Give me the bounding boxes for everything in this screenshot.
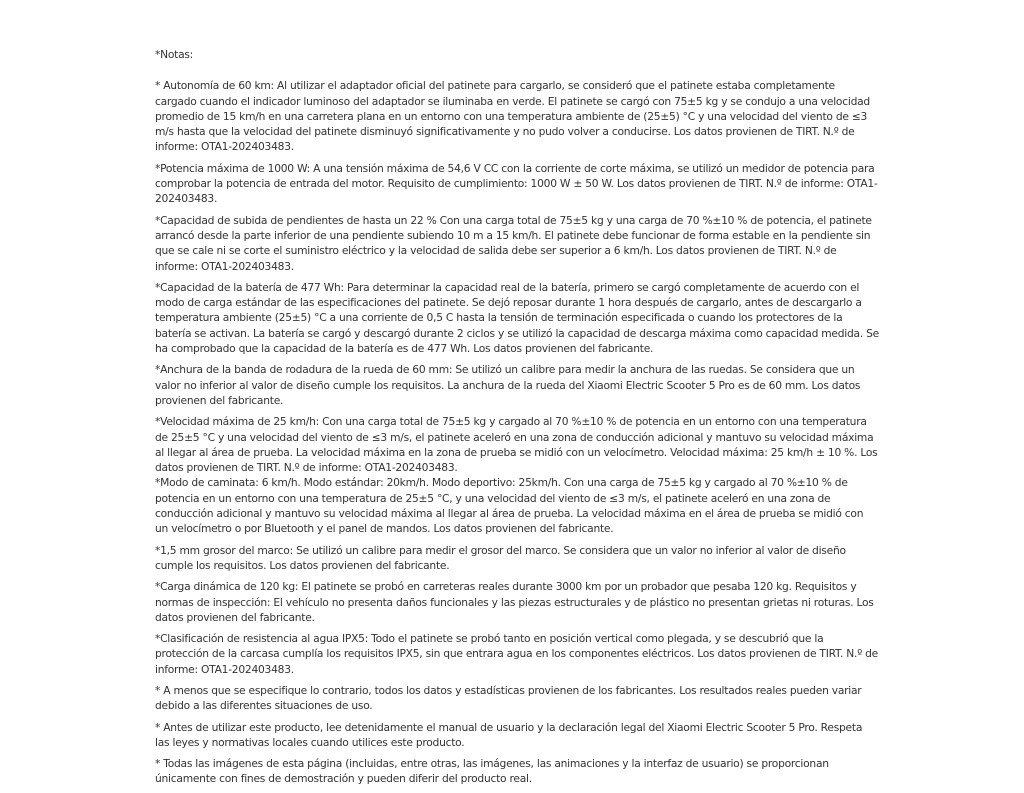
note-dynamic-load: *Carga dinámica de 120 kg: El patinete se probó en carreteras reales durante 3000 km por un probador que pesaba 120 kg. Requisitos y normas de inspección: El vehículo no presenta daños funcionales y las piezas estructurales y de plástico no presentan grietas ni roturas. Los datos provienen del fabricante.: [155, 580, 874, 624]
note-max-power: *Potencia máxima de 1000 W: A una tensión máxima de 54,6 V CC con la corriente de corte máxima, se utilizó un medidor de potencia para comprobar la potencia de entrada del motor. Requisito de cumplimiento: 1000 W ± 50 W. Los datos provienen de TIRT. N.º de informe: OTA1-202403483.: [155, 161, 878, 206]
note-speed-modes: *Modo de caminata: 6 km/h. Modo estándar: 20km/h. Modo deportivo: 25km/h. Con una carga de 75±5 kg y cargado al 70 %±10 % de potencia en un entorno con una temperatura de 25±5 °C, y una velocidad del viento de ≤3 m/s, el patinete aceleró en una zona de conducción adicional y mantuvo su velocidad máxima al llegar al área de prueba. La velocidad máxima en el área de prueba se midió con un velocímetro o por Bluetooth y el panel de mandos. Los datos provienen del fabricante.: [155, 476, 864, 536]
note-data-source: * A menos que se especifique lo contrario, todos los datos y estadísticas provienen de los fabricantes. Los resultados reales pueden variar debido a las diferentes situaciones de uso.: [155, 683, 862, 713]
note-max-speed: *Velocidad máxima de 25 km/h: Con una carga total de 75±5 kg y cargado al 70 %±10 % de potencia en un entorno con una temperatura de 25±5 °C y una velocidad del viento de ≤3 m/s, el patinete aceleró en una zona de conducción adicional y mantuvo su velocidad máxima al llegar al área de prueba. La velocidad máxima en la zona de prueba se midió con un velocímetro. Velocidad máxima: 25 km/h ± 10 %. Los datos provienen de TIRT. N.º de informe: OTA1-202403483.: [155, 415, 878, 475]
note-climbing: *Capacidad de subida de pendientes de hasta un 22 % Con una carga total de 75±5 kg y una carga de 70 %±10 % de potencia, el patinete arrancó desde la parte inferior de una pendiente subiendo 10 m a 15 km/h. El patinete debe funcionar de forma estable en la pendiente sin que se cale ni se corte el suministro eléctrico y la velocidad de salida debe ser superior a 6 km/h. Los datos provienen de TIRT. N.º de informe: OTA1-202403483.: [155, 213, 872, 273]
note-user-manual: * Antes de utilizar este producto, lee detenidamente el manual de usuario y la declaración legal del Xiaomi Electric Scooter 5 Pro. Respeta las leyes y normativas locales cuando utilices este producto.: [155, 720, 863, 749]
note-water-resistance: *Clasificación de resistencia al agua IPX5: Todo el patinete se probó tanto en posición vertical como plegada, y se descubrió que la protección de la carcasa cumplía los requisitos IPX5, sin que entrara agua en los componentes eléctricos. Los datos provienen de TIRT. N.º de informe: OTA1-202403483.: [155, 632, 878, 676]
notes-list: [155, 78, 879, 786]
note-range: * Autonomía de 60 km: Al utilizar el adaptador oficial del patinete para cargarlo, se consideró que el patinete estaba completamente cargado cuando el indicador luminoso del adaptador se iluminaba en verde. El patinete se cargó con 75±5 kg y se condujo a una velocidad promedio de 15 km/h en una carretera plana en un entorno con una temperatura ambiente de (25±5) °C y una velocidad del viento de ≤3 m/s hasta que la velocidad del patinete disminuyó significativamente y no pudo volver a conducirse. Los datos provienen de TIRT. N.º de informe: OTA1-202403483.: [155, 79, 870, 154]
note-tire-width: *Anchura de la banda de rodadura de la rueda de 60 mm: Se utilizó un calibre para medir la anchura de las ruedas. Se considera que un valor no inferior al valor de diseño cumple los requisitos. La anchura de la rueda del Xiaomi Electric Scooter 5 Pro es de 60 mm. Los datos provienen del fabricante.: [155, 363, 861, 407]
note-battery-capacity: *Capacidad de la batería de 477 Wh: Para determinar la capacidad real de la batería, primero se cargó completamente de acuerdo con el modo de carga estándar de las especificaciones del patinete. Se dejó reposar durante 1 hora después de cargarlo, antes de descargarlo a temperatura ambiente (25±5) °C a una corriente de 0,5 C hasta la tensión de terminación especificada o cuando los protectores de la batería se activan. La batería se cargó y descargó durante 2 ciclos y se utilizó la capacidad de descarga máxima como capacidad medida. Se ha comprobado que la capacidad de la batería es de 477 Wh. Los datos provienen del fabricante.: [155, 280, 879, 356]
note-images-disclaimer: * Todas las imágenes de esta página (incluidas, entre otras, las imágenes, las animaciones y la interfaz de usuario) se proporcionan únicamente con fines de demostración y pueden diferir del producto real.: [155, 757, 829, 786]
notes-document: [155, 47, 879, 793]
note-frame-thickness: *1,5 mm grosor del marco: Se utilizó un calibre para medir el grosor del marco. Se considera que un valor no inferior al valor de diseño cumple los requisitos. Los datos provienen del fabricante.: [155, 543, 846, 572]
notes-heading: *Notas:: [155, 48, 194, 61]
